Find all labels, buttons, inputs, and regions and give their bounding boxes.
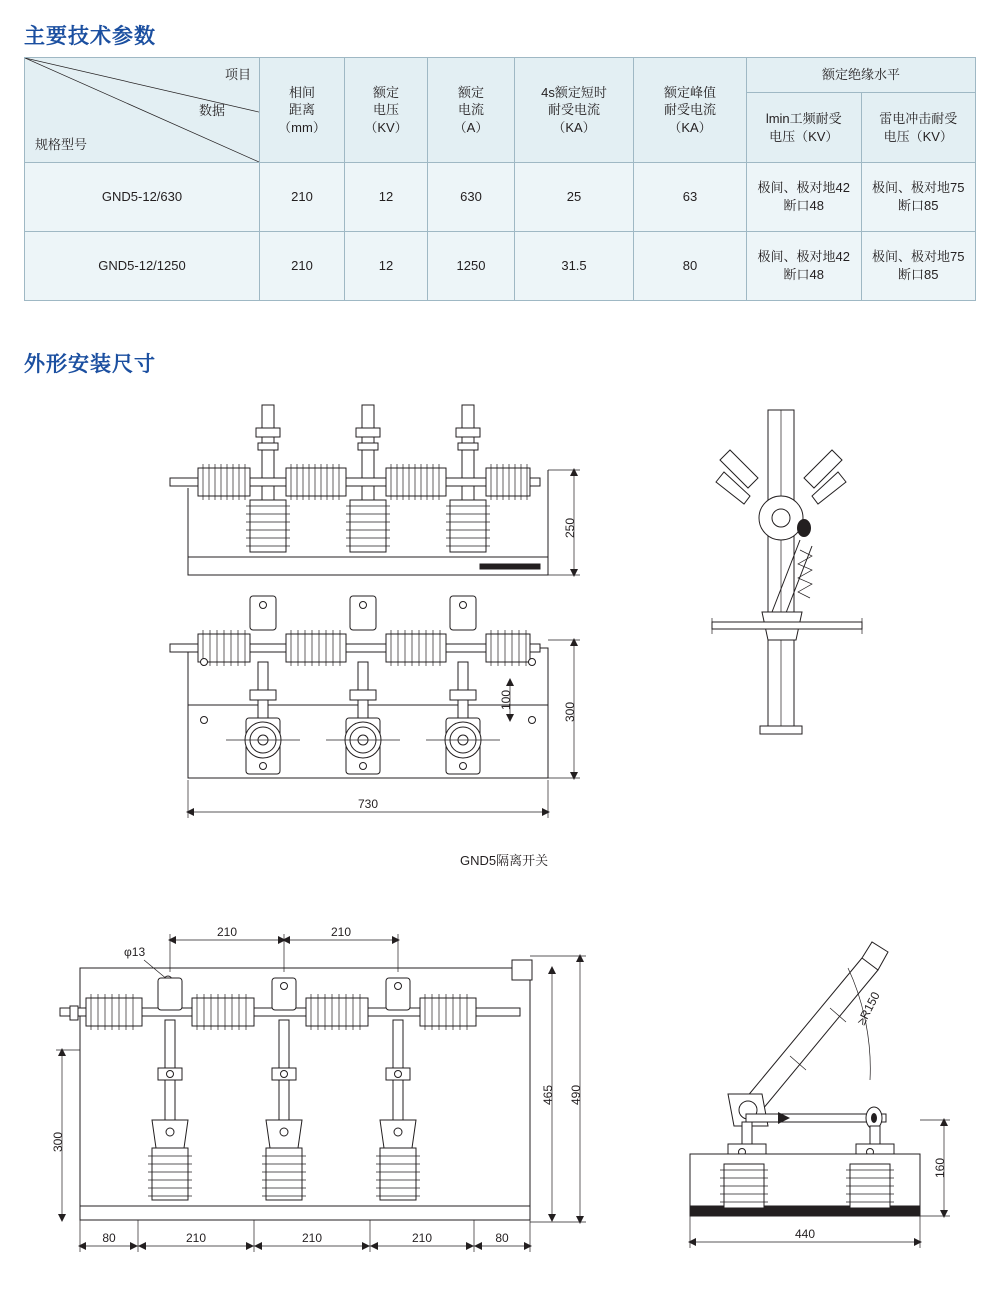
header-power-frequency-l1: lmin工频耐受 (765, 110, 842, 126)
header-short-time-current (515, 58, 634, 163)
drawing-bottom-side-view (650, 930, 990, 1270)
cell-power-frequency-0-l2: 断口48 (783, 198, 824, 213)
header-rated-current-l1: 额定 (457, 84, 484, 100)
dim-100-label: 100 (499, 689, 513, 711)
cell-lightning-0-l2: 断口85 (898, 198, 939, 213)
header-lightning-impulse-l2: 电压（KV） (883, 128, 953, 144)
dim-250-label: 250 (563, 517, 577, 539)
drawing-caption-gnd5: GND5隔离开关 (460, 853, 549, 868)
dim-80-left-label: 80 (102, 1231, 116, 1245)
cell-rated-current-0: 630 (428, 163, 515, 232)
dim-730-label: 730 (357, 797, 379, 811)
corner-label-item: 项目 (224, 67, 251, 82)
corner-header-cell (25, 58, 260, 163)
cell-power-frequency-0-l1: 极间、极对地42 (757, 180, 850, 196)
dim-490-label: 490 (569, 1084, 583, 1106)
header-short-time-l2: 耐受电流 (547, 102, 600, 118)
cell-short-time-1: 31.5 (515, 232, 634, 301)
spec-table-wrapper (24, 57, 976, 301)
cell-phase-distance-0: 210 (260, 163, 345, 232)
table-row (25, 232, 976, 301)
header-peak-current (634, 58, 747, 163)
cell-power-frequency-0 (747, 163, 862, 232)
header-peak-current-l2: 耐受电流 (663, 102, 716, 118)
header-rated-voltage-l2: 电压 (372, 102, 399, 118)
dim-phi13-label: φ13 (124, 945, 146, 959)
spec-table (24, 57, 976, 301)
cell-rated-voltage-0: 12 (345, 163, 428, 232)
drawing-bottom-front-view (40, 920, 610, 1280)
dim-440-label: 440 (794, 1227, 816, 1241)
cell-lightning-0 (861, 163, 976, 232)
gnd5-plan-and-elevation-svg (150, 400, 620, 860)
header-rated-current (428, 58, 515, 163)
header-peak-current-l1: 额定峰值 (663, 84, 716, 100)
header-short-time-l3: （KA） (552, 119, 596, 135)
cell-model-1: GND5-12/1250 (25, 232, 260, 301)
header-lightning-impulse (861, 93, 976, 163)
drawing-top-views (150, 400, 620, 860)
cell-lightning-1-l2: 断口85 (898, 267, 939, 282)
cell-rated-current-1: 1250 (428, 232, 515, 301)
header-rated-current-l3: （A） (453, 119, 489, 135)
spec-table-head (25, 58, 976, 163)
header-short-time-l1: 4s额定短时 (541, 84, 607, 100)
header-phase-distance-l2: 距离 (288, 102, 315, 118)
header-phase-distance (260, 58, 345, 163)
header-rated-voltage-l3: （KV） (364, 119, 408, 135)
cell-phase-distance-1: 210 (260, 232, 345, 301)
corner-label-model: 规格型号 (35, 137, 88, 153)
cell-short-time-0: 25 (515, 163, 634, 232)
header-power-frequency-l2: 电压（KV） (769, 128, 839, 144)
dim-465-label: 465 (541, 1084, 555, 1106)
dim-300-left-label: 300 (51, 1131, 65, 1153)
drawing-top-right-side-view (700, 400, 930, 770)
dim-210-c-label: 210 (411, 1231, 433, 1245)
cell-power-frequency-1-l1: 极间、极对地42 (757, 249, 850, 265)
cell-lightning-1 (861, 232, 976, 301)
header-rated-voltage (345, 58, 428, 163)
dim-210-top-right-label: 210 (330, 925, 352, 939)
spec-table-body (25, 163, 976, 301)
header-lightning-impulse-l1: 雷电冲击耐受 (879, 110, 958, 126)
side-view-svg (700, 400, 930, 770)
header-rated-voltage-l1: 额定 (372, 84, 399, 100)
dim-210-b-label: 210 (301, 1231, 323, 1245)
dim-160-label: 160 (933, 1157, 947, 1179)
dim-r150-label: ≥R150 (854, 989, 883, 1028)
dim-300-label: 300 (563, 701, 577, 723)
cell-model-0: GND5-12/630 (25, 163, 260, 232)
page-title-dimensions: 外形安装尺寸 (24, 353, 156, 376)
header-phase-distance-l1: 相间 (288, 84, 315, 100)
cell-peak-current-0: 63 (634, 163, 747, 232)
corner-label-data: 数据 (198, 103, 225, 118)
cell-power-frequency-1 (747, 232, 862, 301)
cell-peak-current-1: 80 (634, 232, 747, 301)
table-row (25, 163, 976, 232)
cell-rated-voltage-1: 12 (345, 232, 428, 301)
side-section-svg (650, 930, 990, 1270)
cell-lightning-0-l1: 极间、极对地75 (872, 180, 965, 196)
dim-80-right-label: 80 (495, 1231, 509, 1245)
header-peak-current-l3: （KA） (668, 119, 712, 135)
header-row-1 (25, 58, 976, 93)
header-power-frequency (747, 93, 862, 163)
front-view-svg (40, 920, 610, 1280)
header-phase-distance-l3: （mm） (278, 119, 326, 135)
header-insulation-group: 额定绝缘水平 (747, 58, 976, 93)
cell-power-frequency-1-l2: 断口48 (783, 267, 824, 282)
dim-210-a-label: 210 (185, 1231, 207, 1245)
cell-lightning-1-l1: 极间、极对地75 (872, 249, 965, 265)
dim-210-top-left-label: 210 (216, 925, 238, 939)
header-rated-current-l2: 电流 (457, 102, 484, 118)
page-title-parameters: 主要技术参数 (24, 25, 156, 48)
